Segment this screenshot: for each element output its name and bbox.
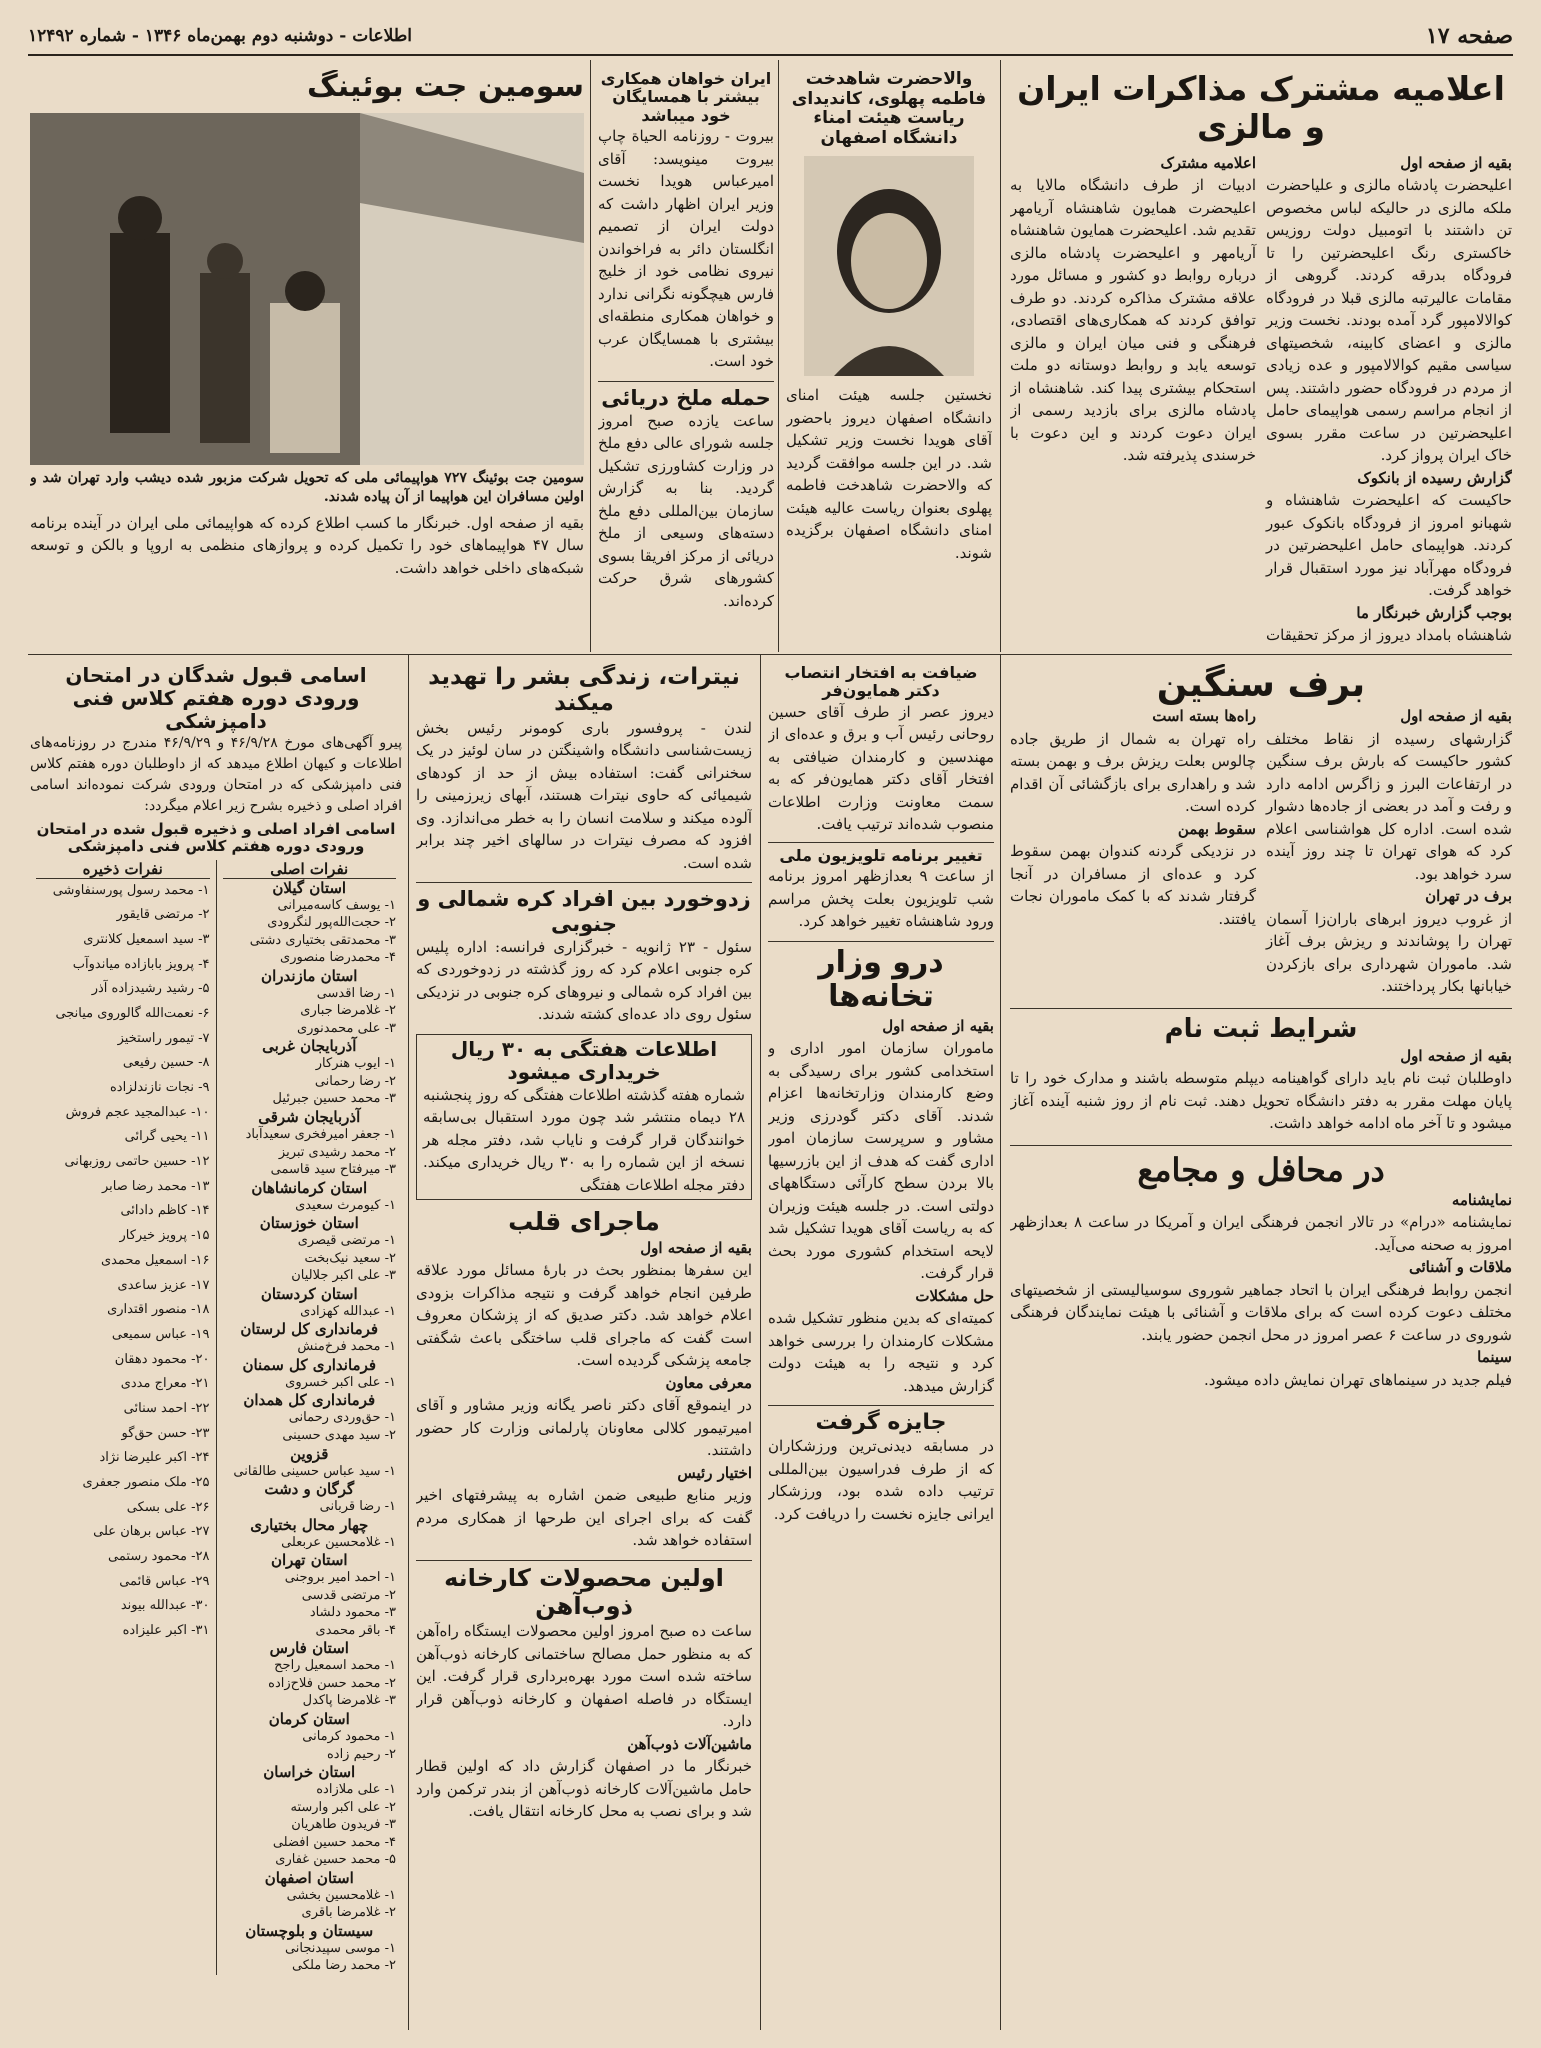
- province-heading: استان خراسان: [263, 1763, 356, 1782]
- list-item: ۱- مرتضی قیصری: [297, 1233, 396, 1249]
- list-item: ۱۷- عزیز ساعدی: [117, 1277, 210, 1293]
- list-item: ۴- محمد حسین افضلی: [272, 1834, 396, 1850]
- list-item: ۱- علی اکبر خسروی: [285, 1374, 396, 1390]
- list-item: ۲- رضا رحمانی: [314, 1073, 396, 1089]
- list-item: ۲- سید مهدی حسینی: [282, 1427, 396, 1443]
- list-item: ۲- محمد حسن فلاح‌زاده: [268, 1675, 396, 1691]
- province-heading: استان گیلان: [272, 878, 347, 897]
- list-item: ۲۶- علی بسکی: [126, 1499, 210, 1515]
- nitrate-column: نیترات، زندگی بشر را تهدید میکند لندن - پروفسور باری کومونر رئیس بخش زیست‌شناسی دانشگاه واشینگتن در سان لوئیز در یک سخنرانی گفت: استفاده بیش از حد از کودهای شیمیائی که حاوی نیترات هستند، آبهای زیرزمینی را آلوده میکند و سلامت انسان را به خطر می‌اندازد. وی افزود که مصرف نیترات در سالهای اخیر چند برابر شده است. زدوخورد بین افراد کره شمالی و جنوبی سئول - ۲۳ ژانویه - خبرگزاری فرانسه: اداره پلیس کره جنوبی اعلام کرد که روز گذشته در زدوخوردی که بین افراد کره شمالی و نیروهای کره جنوبی در نزدیکی سئول روی داد عده‌ای کشته شدند. اطلاعات هفتگی به ۳۰ ریال خریداری میشود شماره هفته گذشته اطلاعات هفتگی که روز پنجشنبه ۲۸ دیماه منتشر شد چون مورد استقبال بی‌سابقه خوانندگان قرار گرفت و نایاب شد، دفتر مجله هر نسخه از این شماره را به ۳۰ ریال خریداری میکند. دفتر مجله اطلاعات هفتگی ماجرای قلب بقیه از صفحه اول این سفرها بمنظور بحث در بارهٔ مسائل مورد علاقه طرفین انجام خواهد گرفت و نتیجه مذاکرات بزودی اعلام خواهد شد. دکتر صدیق که از پزشکان معروف است گفت که ماجرای قلب ساختگی باعث شگفتی جامعه پزشکی گردیده است. معرفی معاون در اینموقع آقای دکتر ناصر یگانه وزیر مشاور و آقای امیرتیمور کلالی معاونان پارلمانی وزارت کار حضور داشتند. اختیار رئیس وزیر منابع طبیعی ضمن اشاره به پیشرفتهای اخیر گفت که برای اجرای این طرحها از همکاری مردم استفاده خواهد شد. اولین محصولات کارخانه ذوب‌آهن ساعت ده صبح امروز اولین محصولات ایستگاه راه‌آهن که به منظور حمل مصالح ساختمانی کارخانه ذوب‌آهن ساخته شده است مورد بهره‌برداری قرار گرفت. این ایستگاه در فاصله اصفهان و کارخانه ذوب‌آهن قرار دارد. ماشین‌آلات ذوب‌آهن خبرنگار ما در اصفهان گزارش داد که اولین قطار حامل ماشین‌آلات کارخانه ذوب‌آهن از بندر ترکمن وارد شد و برای نصب به محل کارخانه انتقال یافت.: [416, 664, 752, 1821]
- snow-headline: برف سنگین: [1156, 664, 1366, 705]
- list-item: ۲۹- عباس قائمی: [119, 1573, 210, 1589]
- list-item: ۸- حسین رفیعی: [122, 1055, 210, 1071]
- list-item: ۲۲- احمد سنائی: [123, 1400, 210, 1416]
- list-item: ۱- رضا اقدسی: [316, 985, 396, 1001]
- factory-headline: اولین محصولات کارخانه ذوب‌آهن: [416, 1560, 752, 1620]
- page-number: صفحه ۱۷: [1425, 23, 1513, 49]
- list-item: ۱۶- اسمعیل محمدی: [100, 1252, 210, 1268]
- list-item: ۲- علی اکبر وارسته: [290, 1799, 396, 1815]
- list-item: ۵- رشید رشیدزاده آذر: [91, 981, 210, 997]
- list-item: ۱- جعفر امیرفخری سعیدآباد: [245, 1126, 396, 1142]
- main-headline: اعلامیه مشترک مذاکرات ایران و مالزی: [1017, 70, 1505, 146]
- list-item: ۲- محمد رشیدی تبریز: [278, 1144, 396, 1160]
- province-heading: استان مازندران: [261, 966, 358, 985]
- list-item: ۳۱- اکبر علیزاده: [122, 1623, 210, 1639]
- appointment-headline: ضیافت به افتخار انتصاب دکتر همایون‌فر: [784, 664, 978, 701]
- list-item: ۲- مرتضی قایقور: [116, 907, 210, 923]
- list-item: ۱۳- محمد رضا صابر: [101, 1178, 210, 1194]
- list-item: ۲۵- ملک منصور جعفری: [82, 1475, 210, 1490]
- province-heading: استان اصفهان: [264, 1868, 354, 1887]
- boeing-article: سومین جت بوئینگ سومین جت بوئینگ ۷۲۷ هواپیمائی ملی که تحویل شرکت مزبور شده دیشب وارد تهران شد و اولین مسافران این هواپیما از آن پیاده شدند. بقیه از صفحه اول. خبرنگار ما کسب اطلاع کرده که هواپیمائی ملی ایران در آینده برنامه سال ۴۷ هواپیماهای خود را تکمیل کرده و پروازهای منظمی به اروپا و بالکن و توسعه شبکه‌های داخلی خواهد داشت.: [30, 70, 584, 577]
- province-heading: استان تهران: [270, 1551, 348, 1570]
- issue-line: اطلاعات - دوشنبه دوم بهمن‌ماه ۱۳۴۶ - شماره ۱۲۴۹۲: [28, 26, 412, 46]
- province-heading: قزوین: [290, 1444, 329, 1463]
- list-item: ۳- محمدتقی بختیاری دشتی: [249, 932, 396, 948]
- list-item: ۱- سید عباس حسینی طالقانی: [233, 1463, 396, 1479]
- list-item: ۱- ایوب هنرکار: [315, 1056, 396, 1072]
- korea-headline: زدوخورد بین افراد کره شمالی و جنوبی: [416, 882, 752, 935]
- list-item: ۲۳- حسن حق‌گو: [121, 1425, 210, 1441]
- province-heading: گرگان و دشت: [264, 1480, 355, 1499]
- list-item: ۱- رضا قربانی: [319, 1499, 396, 1515]
- locust-headline: حمله ملخ دریائی: [598, 381, 774, 410]
- list-item: ۹- نجات نازندلزاده: [110, 1080, 210, 1095]
- list-item: ۳- میرفتاح سید قاسمی: [270, 1162, 396, 1178]
- page-header: [28, 18, 1513, 56]
- province-heading: فرمانداری کل سمنان: [242, 1355, 377, 1374]
- province-heading: استان کرمان: [268, 1710, 350, 1728]
- portrait-article: والاحضرت شاهدخت فاطمه پهلوی، کاندیدای ریاست هیئت امناء دانشگاه اصفهان نخستین جلسه هیئت امنای دانشگاه اصفهان دیروز باحضور آقای هویدا نخست وزیر تشکیل شد. در این جلسه موافقت گردید که والاحضرت شاهدخت فاطمه پهلوی بعنوان ریاست عالیه هیئت امنای دانشگاه اصفهان برگزیده شوند.: [786, 70, 992, 562]
- list-item: ۱- محمد اسمعیل راجح: [274, 1658, 396, 1674]
- ministry-headline: درو وزار تخانه‌ها: [768, 941, 994, 1015]
- list-item: ۴- باقر محمدی: [315, 1622, 396, 1638]
- province-heading: آذربایجان شرقی: [258, 1107, 361, 1126]
- portrait-photo: [804, 156, 974, 376]
- list-item: ۲- سعید نیک‌بخت: [304, 1250, 396, 1266]
- society-article: در محافل و مجامع نمایشنامه نمایشنامه «درام» در تالار انجمن فرهنگی ایران و آمریکا در ساعت ۸ بعدازظهر امروز به صحنه می‌آید. ملاقات و آشنائی انجمن روابط فرهنگی ایران با اتحاد جماهیر شوروی سوسیالیستی از شخصیتهای مختلف دعوت کرده است که برای ملاقات و آشنائی با هیئت نمایندگان فرهنگی شوروی در ساعت ۶ عصر امروز در محل انجمن حضور یابند. سینما فیلم جدید در سینماهای تهران نمایش داده میشود.: [1010, 1145, 1512, 1391]
- list-item: ۳- علی اکبر جلالیان: [291, 1268, 396, 1284]
- province-heading: فرمانداری کل لرستان: [240, 1320, 379, 1339]
- list-item: ۱- علی ملازاده: [316, 1782, 396, 1798]
- main-article: اعلامیه مشترک مذاکرات ایران و مالزی بقیه از صفحه اول اعلیحضرت پادشاه مالزی و علیاحضرت ملکه مالزی در حالیکه لباس مخصوص تن داشتند با اتومبیل دولت روزیس خاکستری رنگ اعلیحضرتین را تا فرودگاه بدرقه کردند. گروهی از مقامات عالیرتبه مالزی قبلا در فرودگاه کوالالامپور گرد آمده بودند. نخست وزیر مالزی و اعضای کابینه، شخصیتهای سیاسی مقیم کوالالامپور و عده زیادی از مردم در فرودگاه حضور داشتند. پس از انجام مراسم رسمی هواپیمای حامل اعلیحضرتین در ساعت مقرر بسوی خاک ایران پرواز کرد. گزارش رسیده از بانکوک حاکیست که اعلیحضرت شاهنشاه و شهبانو امروز از فرودگاه بانکوک عبور کردند. هواپیمای حامل اعلیحضرتین در فرودگاه مهرآباد نیز مورد استقبال قرار خواهد گرفت. بوجب گزارش خبرنگار ما شاهنشاه بامداد دیروز از مرکز تحقیقات اعلامیه مشترک ادبیات از طرف دانشگاه مالایا به اعلیحضرت همایون شاهنشاه آریامهر تقدیم شد. اعلیحضرت همایون شاهنشاه آریامهر و اعلیحضرت پادشاه مالزی درباره روابط دو کشور و مسائل مورد علاقه مشترک مذاکره کردند. دو طرف توافق کردند که همکاری‌های اقتصادی، فرهنگی و فنی میان ایران و مالزی توسعه یابد و روابط دوستانه دو ملت استحکام بیشتری پیدا کند. شاهنشاه از پادشاه مالزی برای بازدید رسمی از ایران دعوت کردند و این دعوت با خرسندی پذیرفته شد.: [1010, 70, 1512, 645]
- newspaper-notice: اطلاعات هفتگی به ۳۰ ریال خریداری میشود شماره هفته گذشته اطلاعات هفتگی که روز پنجشنبه ۲۸ دیماه منتشر شد چون مورد استقبال بی‌سابقه خوانندگان قرار گرفت و نایاب شد، دفتر مجله هر نسخه از این شماره را به ۳۰ ریال خریداری میکند. دفتر مجله اطلاعات هفتگی: [416, 1034, 752, 1201]
- list-item: ۱۱- یحیی گرائی: [124, 1129, 210, 1145]
- list-item: ۲- مرتضی قدسی: [301, 1587, 396, 1603]
- province-heading: فرمانداری کل همدان: [243, 1391, 376, 1410]
- list-item: ۶- نعمت‌الله گالوروی میانجی: [55, 1005, 210, 1021]
- list-item: ۲۰- محمود دهقان: [114, 1351, 210, 1367]
- list-item: ۳- محمد حسین جبرئیل: [272, 1091, 396, 1107]
- list-item: ۲- محمد رضا ملکی: [291, 1958, 396, 1974]
- province-heading: آذربایجان غربی: [262, 1037, 357, 1056]
- exam-headline: اسامی قبول شدگان در امتحان ورودی دوره هفتم کلاس فنی دامپزشکی: [65, 664, 367, 733]
- list-item: ۳- علی محمدنوری: [296, 1020, 396, 1036]
- list-item: ۱۹- عباس سمیعی: [111, 1326, 210, 1342]
- province-heading: استان فارس: [269, 1639, 349, 1658]
- list-item: ۴- پرویز بابازاده میاندوآب: [72, 956, 210, 972]
- list-item: ۲- غلامرضا جباری: [300, 1003, 396, 1019]
- list-item: ۱- محمد فرخ‌منش: [297, 1339, 396, 1355]
- list-item: ۴- محمدرضا منصوری: [280, 950, 396, 966]
- list-item: ۱- موسی سپیدنجانی: [284, 1940, 396, 1956]
- list-item: ۷- تیمور راستخیز: [117, 1030, 210, 1046]
- list-item: ۳- فریدون طاهریان: [291, 1817, 396, 1833]
- list-item: ۵- محمد حسین غفاری: [275, 1852, 396, 1868]
- list-item: ۱- غلامحسین بخشی: [286, 1887, 396, 1903]
- province-heading: استان کردستان: [260, 1284, 358, 1303]
- list-item: ۱۲- حسین حاتمی روزبهانی: [64, 1154, 210, 1170]
- list-item: ۳۰- عبدالله بیوند: [120, 1598, 210, 1614]
- province-heading: استان خوزستان: [259, 1214, 359, 1233]
- registration-article: شرایط ثبت نام بقیه از صفحه اول داوطلبان ثبت نام باید دارای گواهینامه دیپلم متوسطه باشند و مدارک خود را تا پایان مهلت مقرر به دفتر دانشگاه تحویل دهند. ثبت نام از روز شنبه آینده آغاز میشود و تا آخر ماه ادامه خواهد داشت.: [1010, 1008, 1512, 1135]
- list-item: ۱۴- کاظم دادائی: [120, 1203, 210, 1219]
- results-table: نفرات اصلی استان گیلان ۱- یوسف کاسه‌میرانی ۲- حجت‌الله‌پور لنگرودی ۳- محمدتقی بختیاری دشتی ۴- محمدرضا منصوری استان مازندران ۱- رضا اقدسی ۲- غلامرضا جباری ۳- علی محمدنوری آذربایجان غربی ۱- ایوب هنرکار ۲- رضا رحمانی ۳- محمد حسین جبرئیل آذربایجان شرقی ۱- جعفر امیرفخری سعیدآباد ۲- محمد رشیدی تبریز ۳- میرفتاح سید قاسمی استان کرمانشاهان ۱- کیومرث سعیدی استان خوزستان ۱- مرتضی قیصری ۲- سعید نیک‌بخت ۳- علی اکبر جلالیان استان کردستان ۱- عبدالله کهزادی فرمانداری کل لرستان ۱- محمد فرخ‌منش فرمانداری کل سمنان ۱- علی اکبر خسروی فرمانداری کل همدان ۱- حق‌وردی رحمانی ۲- سید مهدی حسینی قزوین ۱- سید عباس حسینی طالقانی گرگان و دشت ۱- رضا قربانی چهار محال بختیاری ۱- غلامحسین عربعلی استان تهران ۱- احمد امیر بروجنی ۲- مرتضی قدسی ۳- محمود دلشاد ۴- باقر محمدی استان فارس ۱- محمد اسمعیل راجح ۲- محمد حسن فلاح‌زاده ۳- غلامرضا پاکدل استان کرمان ۱- محمود کرمانی ۲- رحیم زاده استان خراسان ۱- علی ملازاده ۲- علی اکبر وارسته ۳- فریدون طاهریان ۴- محمد حسین افضلی ۵- محمد حسین غفاری استان اصفهان ۱- غلامحسین بخشی ۲- غلامرضا باقری سیستان و بلوچستان ۱- موسی سپیدنجانی ۲- محمد رضا ملکی نفرات ذخیره ۱- محمد رسول پورسنفاوشی ۲- مرتضی قایقور ۳- سید اسمعیل کلانتری ۴- پرویز بابازاده میاندوآب ۵- رشید رشیدزاده آذر ۶- نعمت‌الله گالوروی میانجی ۷- تیمور راستخیز ۸- حسین رفیعی ۹- نجات نازندلزاده ۱۰- عبدالمجید عجم فروش ۱۱- یحیی گرائی ۱۲- حسین حاتمی روزبهانی ۱۳- محمد رضا صابر ۱۴- کاظم دادائی ۱۵- پرویز خیرکار ۱۶- اسمعیل محمدی ۱۷- عزیز ساعدی ۱۸- منصور اقتداری ۱۹- عباس سمیعی ۲۰- محمود دهقان ۲۱- معراج مددی ۲۲- احمد سنائی ۲۳- حسن حق‌گو ۲۴- اکبر علیرضا نژاد ۲۵- ملک منصور جعفری ۲۶- علی بسکی ۲۷- عباس برهان علی ۲۸- محمود رستمی ۲۹- عباس قائمی ۳۰- عبدالله بیوند ۳۱- اکبر علیزاده: [30, 860, 402, 1976]
- prize-headline: جایزه گرفت: [768, 1405, 994, 1435]
- list-item: ۲- غلامرضا باقری: [301, 1905, 396, 1921]
- list-item: ۲۴- اکبر علیرضا نژاد: [99, 1450, 210, 1466]
- province-heading: چهار محال بختیاری: [250, 1515, 369, 1534]
- ministry-column: ضیافت به افتخار انتصاب دکتر همایون‌فر دیروز عصر از طرف آقای حسین روحانی رئیس آب و برق و عده‌ای از مهندسین و کارمندان ضیافتی به افتخار آقای دکتر همایون‌فر که به سمت معاونت وزارت اطلاعات منصوب شده‌اند ترتیب یافت. تغییر برنامه تلویزیون ملی از ساعت ۹ بعدازظهر امروز برنامه شب تلویزیون بعلت پخش مراسم ورود شاهنشاه تغییر خواهد کرد. درو وزار تخانه‌ها بقیه از صفحه اول ماموران سازمان امور اداری و استخدامی کشور برای رسیدگی به وضع کارمندان وزارتخانه‌ها اعزام شدند. آقای دکتر گودرزی وزیر مشاور و سرپرست سازمان امور اداری گفت که هدف از این بازرسیها بالا بردن سطح کارآئی دستگاههای دولتی است. در جلسه هیئت وزیران که به ریاست آقای هویدا تشکیل شد لایحه استخدام کشوری مورد بحث قرار گرفت. حل مشکلات کمیته‌ای که بدین منظور تشکیل شده مشکلات کارمندان را بررسی خواهد کرد و نتیجه را به هیئت دولت گزارش میدهد. جایزه گرفت در مسابقه دیدنی‌ترین ورزشکاران که از طرف فدراسیون بین‌المللی ترتیب داده شده بود، ورزشکار ایرانی جایزه نخست را دریافت کرد.: [768, 664, 994, 1523]
- list-item: ۱۰- عبدالمجید عجم فروش: [65, 1104, 210, 1120]
- list-item: ۲- حجت‌الله‌پور لنگرودی: [267, 915, 396, 931]
- list-item: ۱- محمد رسول پورسنفاوشی: [52, 882, 210, 898]
- province-heading: استان کرمانشاهان: [251, 1178, 368, 1197]
- list-item: ۱- یوسف کاسه‌میرانی: [277, 897, 396, 913]
- list-item: ۲۸- محمود رستمی: [108, 1549, 210, 1565]
- heart-headline: ماجرای قلب: [508, 1207, 660, 1237]
- exam-results: اسامی قبول شدگان در امتحان ورودی دوره هفتم کلاس فنی دامپزشکی پیرو آگهی‌های مورخ ۴۶/۹/۲۸ و ۴۶/۹/۲۹ مندرج در روزنامه‌های اطلاعات و کیهان اطلاع میدهد که از داوطلبان دوره هفتم کلاس فنی دامپزشکی که در امتحان ورودی شرکت نموده‌اند اسامی افراد اصلی و ذخیره بشرح زیر اعلام میگردد: اسامی افراد اصلی و ذخیره قبول شده در امتحان ورودی دوره هفتم کلاس فنی دامپزشکی نفرات اصلی استان گیلان ۱- یوسف کاسه‌میرانی ۲- حجت‌الله‌پور لنگرودی ۳- محمدتقی بختیاری دشتی ۴- محمدرضا منصوری استان مازندران ۱- رضا اقدسی ۲- غلامرضا جباری ۳- علی محمدنوری آذربایجان غربی ۱- ایوب هنرکار ۲- رضا رحمانی ۳- محمد حسین جبرئیل آذربایجان شرقی ۱- جعفر امیرفخری سعیدآباد ۲- محمد رشیدی تبریز ۳- میرفتاح سید قاسمی استان کرمانشاهان ۱- کیومرث سعیدی استان خوزستان ۱- مرتضی قیصری ۲- سعید نیک‌بخت ۳- علی اکبر جلالیان استان کردستان ۱- عبدالله کهزادی فرمانداری کل لرستان ۱- محمد فرخ‌منش فرمانداری کل سمنان ۱- علی اکبر خسروی فرمانداری کل همدان ۱- حق‌وردی رحمانی ۲- سید مهدی حسینی قزوین ۱- سید عباس حسینی طالقانی گرگان و دشت ۱- رضا قربانی چهار محال بختیاری ۱- غلامحسین عربعلی استان تهران ۱- احمد امیر بروجنی ۲- مرتضی قدسی ۳- محمود دلشاد ۴- باقر محمدی استان فارس ۱- محمد اسمعیل راجح ۲- محمد حسن فلاح‌زاده ۳- غلامرضا پاکدل استان کرمان ۱- محمود کرمانی ۲- رحیم زاده استان خراسان ۱- علی ملازاده ۲- علی اکبر وارسته ۳- فریدون طاهریان ۴- محمد حسین افضلی ۵- محمد حسین غفاری استان اصفهان ۱- غلامحسین بخشی ۲- غلامرضا باقری سیستان و بلوچستان ۱- موسی سپیدنجانی ۲- محمد رضا ملکی نفرات ذخیره ۱- محمد رسول پورسنفاوشی ۲- مرتضی قایقور ۳- سید اسمعیل کلانتری ۴- پرویز بابازاده میاندوآب ۵- رشید رشیدزاده آذر ۶- نعمت‌الله گالوروی میانجی ۷- تیمور راستخیز ۸- حسین رفیعی ۹- نجات نازندلزاده ۱۰- عبدالمجید عجم فروش ۱۱- یحیی گرائی ۱۲- حسین حاتمی روزبهانی ۱۳- محمد رضا صابر ۱۴- کاظم دادائی ۱۵- پرویز خیرکار ۱۶- اسمعیل محمدی ۱۷- عزیز ساعدی ۱۸- منصور اقتداری ۱۹- عباس سمیعی ۲۰- محمود دهقان ۲۱- معراج مددی ۲۲- احمد سنائی ۲۳- حسن حق‌گو ۲۴- اکبر علیرضا نژاد ۲۵- ملک منصور جعفری ۲۶- علی بسکی ۲۷- عباس برهان علی ۲۸- محمود رستمی ۲۹- عباس قائمی ۳۰- عبدالله بیوند ۳۱- اکبر علیزاده: [30, 664, 402, 1974]
- list-item: ۱- حق‌وردی رحمانی: [288, 1410, 396, 1426]
- gulf-article: ایران خواهان همکاری بیشتر با همسایگان خود میباشد بیروت - روزنامه الحیاة چاپ بیروت مینویسد: آقای امیرعباس هویدا نخست وزیر ایران اظهار داشت که دولت ایران از تصمیم انگلستان دائر به فراخواندن نیروی نظامی خود از خلیج فارس هیچگونه نگرانی ندارد و خواهان همکاری منطقه‌ای بیشتری با همسایگان عرب خود است. حمله ملخ دریائی ساعت یازده صبح امروز جلسه شورای عالی دفع ملخ در وزارت کشاورزی تشکیل گردید. بنا به گزارش سازمان بین‌المللی دفع ملخ دسته‌های وسیعی از ملخ دریائی از مرکز افریقا بسوی کشورهای شرق حرکت کرده‌اند.: [598, 70, 774, 610]
- list-item: ۱- غلامحسین عربعلی: [281, 1534, 396, 1550]
- list-item: ۱- احمد امیر بروجنی: [284, 1570, 396, 1586]
- list-item: ۱۸- منصور اقتداری: [107, 1302, 210, 1318]
- list-item: ۲۱- معراج مددی: [120, 1376, 210, 1392]
- list-item: ۲- رحیم زاده: [326, 1746, 396, 1762]
- list-item: ۱- عبدالله کهزادی: [300, 1303, 396, 1319]
- province-heading: سیستان و بلوچستان: [245, 1921, 374, 1940]
- list-item: ۱- محمود کرمانی: [302, 1729, 396, 1744]
- list-item: ۳- سید اسمعیل کلانتری: [83, 931, 210, 947]
- communique-title: اعلامیه مشترک: [1160, 153, 1256, 172]
- snow-column: برف سنگین بقیه از صفحه اول گزارشهای رسیده از نقاط مختلف کشور حاکیست که بارش برف سنگین در ارتفاعات البرز و زاگرس ادامه دارد و رفت و آمد در بعضی از جاده‌ها دشوار شده است. اداره کل هواشناسی اعلام کرد که هوای تهران تا چند روز آینده سرد خواهد بود. برف در تهران از غروب دیروز ابرهای باران‌زا آسمان تهران را پوشاندند و ریزش برف آغاز شد. ماموران شهرداری برای بازکردن خیابانها بکار پرداختند. راه‌ها بسته است راه تهران به شمال از طریق جاده چالوس بعلت ریزش برف و بهمن بسته شد و راهداری برای بازگشائی آن اقدام کرده است. سقوط بهمن در نزدیکی گردنه کندوان بهمن سقوط کرد و عده‌ای از مسافران در آنجا گرفتار شدند که با کمک ماموران نجات یافتند. شرایط ثبت نام بقیه از صفحه اول داوطلبان ثبت نام باید دارای گواهینامه دیپلم متوسطه باشند و مدارک خود را تا پایان مهلت مقرر به دفتر دانشگاه تحویل دهند. ثبت نام از روز شنبه آینده آغاز میشود و تا آخر ماه ادامه خواهد داشت. در محافل و مجامع نمایشنامه نمایشنامه «درام» در تالار انجمن فرهنگی ایران و آمریکا در ساعت ۸ بعدازظهر امروز به صحنه می‌آید. ملاقات و آشنائی انجمن روابط فرهنگی ایران با اتحاد جماهیر شوروی سوسیالیستی از شخصیتهای مختلف دعوت کرده است که برای ملاقات و آشنائی با هیئت نمایندگان فرهنگی شوروی در ساعت ۶ عصر امروز در محل انجمن حضور یابند. سینما فیلم جدید در سینماهای تهران نمایش داده میشود.: [1010, 664, 1512, 2030]
- list-item: ۳- غلامرضا پاکدل: [302, 1693, 396, 1709]
- boeing-photo: [30, 113, 584, 465]
- list-item: ۱۵- پرویز خیرکار: [119, 1228, 210, 1244]
- list-item: ۳- محمود دلشاد: [309, 1605, 396, 1621]
- list-item: ۲۷- عباس برهان علی: [93, 1524, 210, 1540]
- nitrate-headline: نیترات، زندگی بشر را تهدید میکند: [428, 664, 740, 717]
- list-item: ۱- کیومرث سعیدی: [295, 1197, 396, 1213]
